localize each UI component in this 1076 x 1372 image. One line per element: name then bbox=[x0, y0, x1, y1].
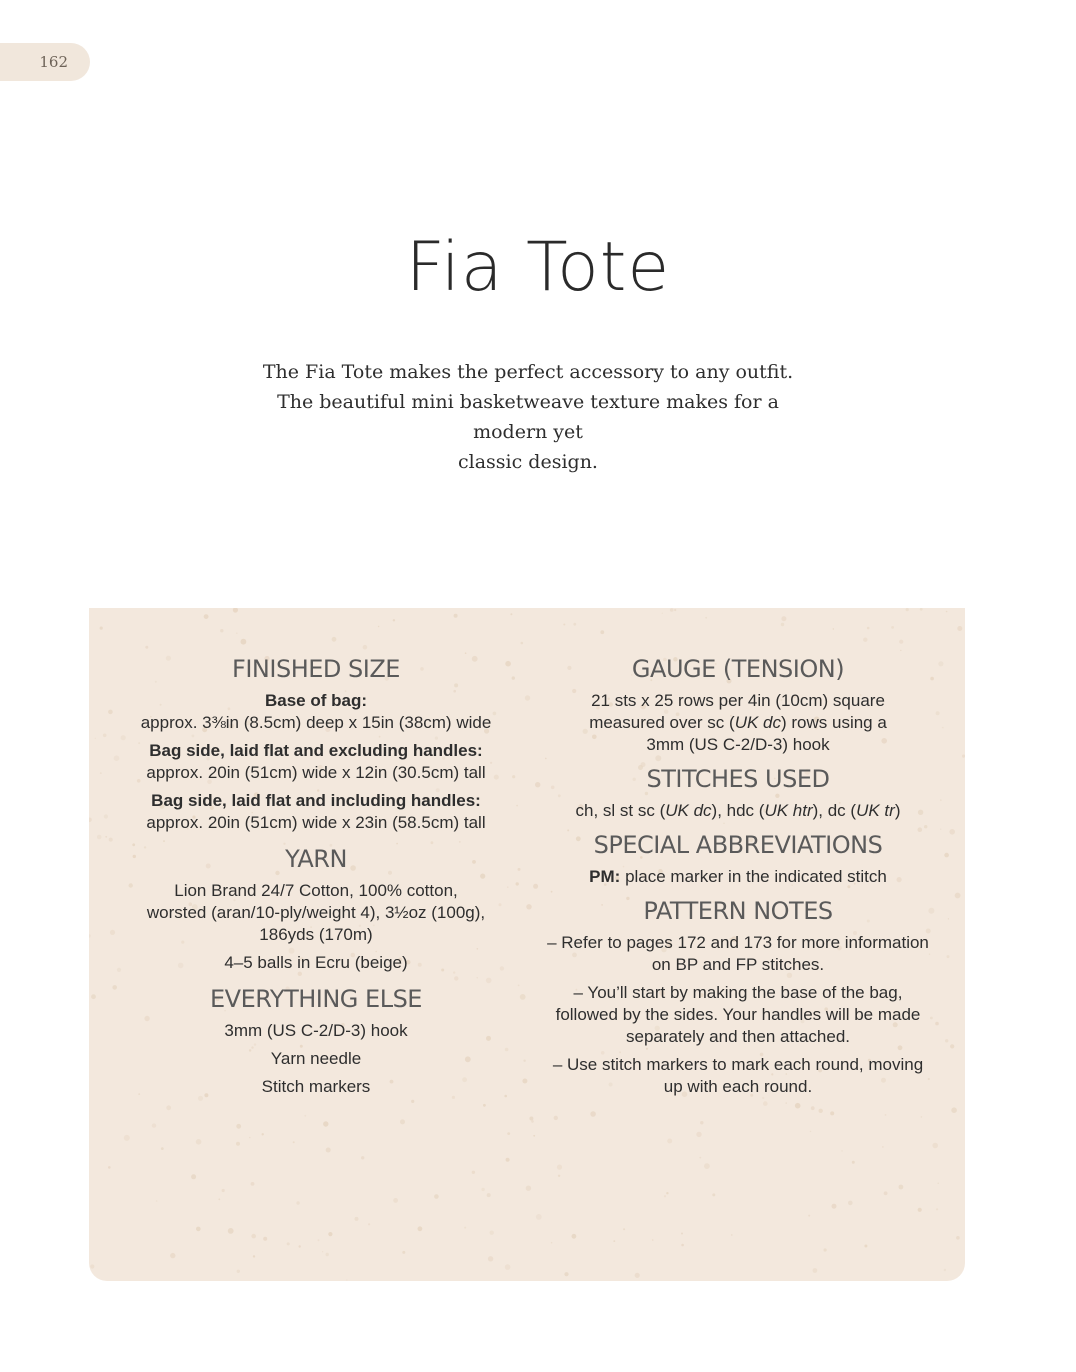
note-line: up with each round. bbox=[663, 1077, 813, 1096]
abbreviation-item bbox=[518, 866, 958, 888]
stitch-text: ), hdc ( bbox=[711, 801, 765, 820]
stitches-used-heading: STITCHES USED bbox=[646, 765, 830, 793]
supply-item: Yarn needle bbox=[270, 1049, 362, 1068]
special-abbreviations-heading: SPECIAL ABBREVIATIONS bbox=[593, 831, 883, 859]
yarn-line: Lion Brand 24/7 Cotton, 100% cotton, bbox=[174, 881, 458, 900]
gauge-uk-term: UK dc bbox=[734, 713, 781, 732]
pattern-note bbox=[518, 982, 958, 1048]
stitches-used-text bbox=[518, 800, 958, 822]
yarn-line: worsted (aran/10-ply/weight 4), 3½oz (100g), bbox=[146, 903, 486, 922]
gauge-line: 3mm (US C-2/D-3) hook bbox=[646, 735, 830, 754]
size-text: approx. 20in (51cm) wide x 23in (58.5cm) tall bbox=[146, 813, 486, 832]
intro-line: The Fia Tote makes the perfect accessory to any outfit. bbox=[262, 361, 794, 383]
supply-item: Stitch markers bbox=[261, 1077, 371, 1096]
gauge-text bbox=[518, 690, 958, 756]
pattern-info-panel bbox=[89, 608, 965, 1281]
pattern-notes-heading: PATTERN NOTES bbox=[643, 897, 833, 925]
size-label: Bag side, laid flat and excluding handles: bbox=[149, 741, 483, 760]
note-line: on BP and FP stitches. bbox=[651, 955, 825, 974]
stitch-text: ch, sl st sc ( bbox=[575, 801, 666, 820]
pattern-note bbox=[518, 932, 958, 976]
note-line: – Refer to pages 172 and 173 for more information bbox=[547, 933, 929, 952]
yarn-quantity: 4–5 balls in Ecru (beige) bbox=[224, 953, 408, 972]
stitch-uk-term: UK dc bbox=[665, 801, 712, 820]
intro-line: classic design. bbox=[458, 451, 598, 473]
intro-paragraph bbox=[238, 357, 818, 477]
yarn-line: 186yds (170m) bbox=[259, 925, 373, 944]
abbreviation-label: PM: bbox=[589, 867, 621, 886]
note-line: separately and then attached. bbox=[626, 1027, 850, 1046]
note-line: – You’ll start by making the base of the bag, bbox=[573, 983, 903, 1002]
abbreviation-text: place marker in the indicated stitch bbox=[620, 867, 887, 886]
stitch-uk-term: UK htr bbox=[764, 801, 813, 820]
intro-line: The beautiful mini basketweave texture makes for a modern yet bbox=[277, 391, 779, 443]
size-item bbox=[96, 740, 536, 784]
size-label: Base of bag: bbox=[264, 691, 368, 710]
note-line: – Use stitch markers to mark each round, moving bbox=[552, 1055, 924, 1074]
gauge-line: 21 sts x 25 rows per 4in (10cm) square bbox=[591, 691, 885, 710]
size-item bbox=[96, 790, 536, 834]
size-item bbox=[96, 690, 536, 734]
pattern-note bbox=[518, 1054, 958, 1098]
supply-item: 3mm (US C-2/D-3) hook bbox=[224, 1021, 408, 1040]
gauge-line: measured over sc ( bbox=[589, 713, 735, 732]
page-number: 162 bbox=[39, 53, 68, 71]
size-label: Bag side, laid flat and including handles: bbox=[151, 791, 481, 810]
right-column bbox=[518, 652, 958, 1104]
size-text: approx. 3⅜in (8.5cm) deep x 15in (38cm) wide bbox=[140, 713, 492, 732]
gauge-heading: GAUGE (TENSION) bbox=[631, 655, 845, 683]
finished-size-heading: FINISHED SIZE bbox=[232, 655, 400, 683]
page-number-tab bbox=[0, 43, 90, 81]
everything-else-heading: EVERYTHING ELSE bbox=[210, 985, 422, 1013]
gauge-line: ) rows using a bbox=[780, 713, 887, 732]
left-column bbox=[96, 652, 536, 1104]
stitch-text: ), dc ( bbox=[812, 801, 857, 820]
note-line: followed by the sides. Your handles will be made bbox=[555, 1005, 921, 1024]
stitch-text: ) bbox=[894, 801, 901, 820]
size-text: approx. 20in (51cm) wide x 12in (30.5cm) tall bbox=[146, 763, 486, 782]
yarn-heading: YARN bbox=[285, 845, 347, 873]
stitch-uk-term: UK tr bbox=[856, 801, 895, 820]
yarn-description bbox=[96, 880, 536, 946]
page-title: Fia Tote bbox=[405, 228, 671, 307]
